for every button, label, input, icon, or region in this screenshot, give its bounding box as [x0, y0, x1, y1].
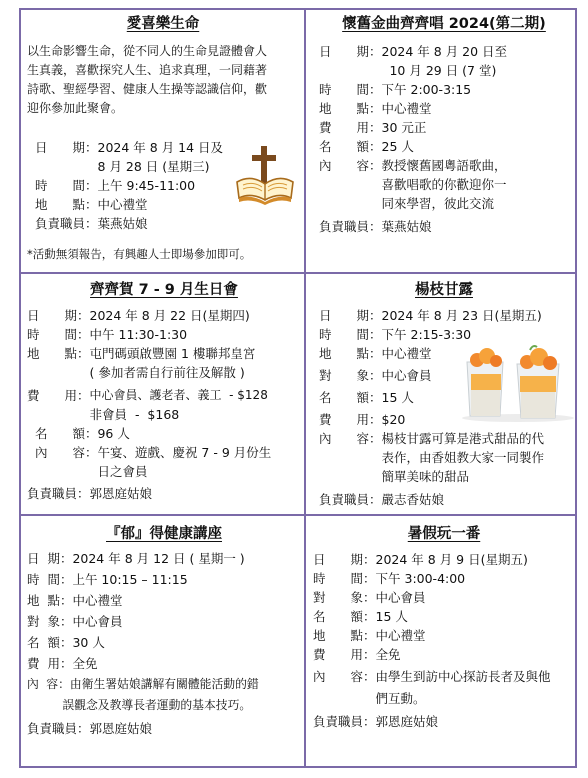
- block-title: 齊齊賀 7 - 9 月生日會: [90, 282, 238, 298]
- row-venue: [313, 626, 575, 645]
- row-label: 費 用：: [319, 412, 382, 427]
- row-staff: [27, 718, 301, 739]
- row-value: 表作，由香姐教大家一同製作: [381, 450, 545, 465]
- row-label: 地 點：: [35, 197, 98, 212]
- row-value: 2024 年 8 月 14 日及: [97, 140, 224, 155]
- row-label: 時 間：: [27, 327, 90, 342]
- row-content-cont: [319, 448, 575, 467]
- row-content: [319, 156, 575, 175]
- block-title: 楊枝甘露: [415, 282, 473, 298]
- row-date-cont: [319, 61, 575, 80]
- row-label: 內 容：: [27, 677, 70, 691]
- row-value: 中心會員: [381, 368, 432, 383]
- row-label: 內 容：: [27, 445, 98, 460]
- grid-divider-vertical: [304, 8, 306, 768]
- row-value: 2024 年 8 月 22 日(星期四): [89, 308, 250, 323]
- row-value: 葉燕姑娘: [381, 219, 432, 234]
- row-label: 內 容：: [319, 431, 382, 446]
- row-label: [319, 467, 382, 486]
- row-venue-note: [27, 363, 301, 382]
- row-staff: [319, 217, 575, 236]
- row-time: [27, 569, 301, 590]
- row-label: 時 間：: [313, 571, 376, 586]
- block-summer-fun: [313, 518, 575, 766]
- row-label: 負責職員：: [313, 714, 376, 729]
- row-value: 中心會員、護老者、義工 - $128: [89, 388, 268, 402]
- row-value: 中心禮堂: [375, 628, 426, 643]
- row-label: 費 用：: [319, 120, 382, 135]
- row-value: 中心禮堂: [381, 101, 432, 116]
- row-value: 下午 2:00-3:15: [381, 82, 472, 97]
- row-label: 日 期：: [313, 552, 376, 567]
- block-mango-dessert: [313, 276, 575, 512]
- block-title: 懷舊金曲齊齊唱 2024(第二期): [342, 16, 546, 32]
- row-value: 午宴、遊戲、慶祝 7 - 9 月份生: [97, 445, 272, 460]
- row-staff: [27, 484, 301, 503]
- row-time: [319, 80, 575, 99]
- bible-cross-icon: [233, 144, 297, 206]
- grid-divider-row1: [19, 272, 577, 274]
- row-value: 由學生到訪中心探訪長者及與他: [375, 669, 551, 684]
- row-value: 中午 11:30-1:30: [89, 327, 188, 342]
- row-value: 楊枝甘露可算是港式甜品的代: [381, 431, 545, 446]
- row-label: 費 用：: [27, 656, 73, 671]
- row-label: 時 間：: [319, 327, 382, 342]
- row-label: [27, 695, 62, 716]
- row-fee-cont: [27, 405, 301, 424]
- row-value: 中心會員: [375, 590, 426, 605]
- row-label: 日 期：: [35, 140, 98, 155]
- intro-line: 迎你參加此聚會。: [27, 101, 124, 115]
- row-target: [313, 588, 575, 607]
- row-content: [27, 674, 301, 695]
- row-value: 非會員 - $168: [89, 407, 180, 422]
- row-label: 時 間：: [319, 82, 382, 97]
- row-fee: [319, 118, 575, 137]
- row-label: 負責職員：: [319, 219, 382, 234]
- row-value: 嚴志香姑娘: [381, 492, 445, 507]
- row-label: 名 額：: [319, 390, 382, 405]
- row-value: 15 人: [381, 390, 414, 405]
- row-label: 時 間：: [27, 572, 73, 587]
- row-value: 中心禮堂: [97, 197, 148, 212]
- row-content-cont: [27, 462, 301, 481]
- row-value: 10 月 29 日 (7 堂): [381, 63, 497, 78]
- row-label: [35, 157, 98, 176]
- row-value: 96 人: [97, 426, 130, 441]
- row-label: 日 期：: [319, 44, 382, 59]
- block-title: 『郁』得健康講座: [106, 526, 222, 542]
- row-quota: [27, 424, 301, 443]
- intro-line: 以生命影響生命，從不同人的生命見證體會人: [27, 44, 268, 58]
- row-value: 15 人: [375, 609, 408, 624]
- row-label: 名 額：: [313, 609, 376, 624]
- row-value: 誤觀念及教導長者運動的基本技巧。: [62, 698, 252, 712]
- grid-divider-row2: [19, 514, 577, 516]
- row-label: [27, 462, 97, 481]
- row-label: 內 容：: [319, 158, 382, 173]
- row-target: [27, 611, 301, 632]
- row-date: [319, 42, 575, 61]
- row-value: 全免: [72, 656, 98, 671]
- row-value: 30 人: [72, 635, 105, 650]
- block-note: *活動無須報告，有興趣人士即場參加即可。: [27, 247, 252, 261]
- block-birthday-party: [27, 276, 301, 512]
- row-staff: [35, 214, 299, 233]
- row-value: 郭恩庭姑娘: [89, 486, 153, 501]
- row-label: 負責職員：: [35, 216, 98, 231]
- row-value: 下午 2:15-3:30: [381, 327, 472, 342]
- row-date: [27, 306, 301, 325]
- row-value: 中心禮堂: [72, 593, 123, 608]
- row-value: 2024 年 8 月 23 日(星期五): [381, 308, 542, 323]
- row-value: ( 參加者需自行前往及解散 ): [89, 365, 245, 380]
- row-value: 2024 年 8 月 12 日 ( 星期一 ): [72, 551, 245, 566]
- row-value: 郭恩庭姑娘: [89, 721, 153, 736]
- row-label: 地 點：: [319, 346, 382, 361]
- row-time: [27, 325, 301, 344]
- row-time: [313, 569, 575, 588]
- row-label: 名 額：: [27, 635, 73, 650]
- row-label: 內 容：: [313, 669, 376, 684]
- row-date: [319, 306, 575, 325]
- row-fee: [27, 653, 301, 674]
- block-health-talk: [27, 518, 301, 766]
- row-label: [27, 363, 90, 382]
- row-date: [27, 548, 301, 569]
- row-value: 們互動。: [375, 691, 426, 706]
- row-label: 費 用：: [313, 647, 376, 662]
- row-value: 上午 10:15 – 11:15: [72, 572, 188, 587]
- row-label: [319, 61, 382, 80]
- row-label: 負責職員：: [27, 721, 90, 736]
- row-venue: [27, 344, 301, 363]
- row-value: 屯門碼頭啟豐園 1 樓聯邦皇宮: [89, 346, 256, 361]
- row-label: 地 點：: [27, 346, 90, 361]
- row-fee: [27, 386, 301, 405]
- row-label: 時 間：: [35, 178, 98, 193]
- row-value: 教授懷舊國粵語歌曲，: [381, 158, 507, 173]
- row-venue: [27, 590, 301, 611]
- row-value: 中心會員: [72, 614, 123, 629]
- row-label: 名 額：: [319, 139, 382, 154]
- row-value: 25 人: [381, 139, 414, 154]
- row-content-cont: [319, 194, 575, 213]
- row-staff: [319, 490, 575, 509]
- row-value: 全免: [375, 647, 401, 662]
- row-value: 下午 3:00-4:00: [375, 571, 466, 586]
- row-content: [319, 429, 575, 448]
- row-label: [319, 175, 382, 194]
- row-value: 上午 9:45-11:00: [97, 178, 196, 193]
- row-value: 30 元正: [381, 120, 427, 135]
- row-content: [313, 667, 575, 686]
- row-label: [27, 405, 90, 424]
- row-fee: [313, 645, 575, 664]
- row-value: 8 月 28 日 (星期三): [97, 159, 210, 174]
- row-value: 同來學習，彼此交流: [381, 196, 495, 211]
- row-label: 對 象：: [27, 614, 73, 629]
- row-label: 負責職員：: [27, 486, 90, 501]
- block-intro: [27, 42, 299, 118]
- row-value: 簡單美味的甜品: [381, 469, 470, 484]
- row-label: 對 象：: [313, 590, 376, 605]
- row-label: 負責職員：: [319, 492, 382, 507]
- row-value: 由衛生署姑娘講解有關體能活動的錯: [69, 677, 259, 691]
- row-content-cont: [27, 695, 301, 716]
- row-value: 中心禮堂: [381, 346, 432, 361]
- row-venue: [319, 99, 575, 118]
- row-quota: [27, 632, 301, 653]
- row-label: [313, 689, 376, 708]
- row-content: [27, 443, 301, 462]
- row-value: $20: [381, 412, 406, 427]
- row-value: 2024 年 8 月 20 日至: [381, 44, 508, 59]
- row-label: 地 點：: [319, 101, 382, 116]
- row-label: 地 點：: [27, 593, 73, 608]
- row-label: 費 用：: [27, 388, 90, 403]
- row-label: 名 額：: [27, 426, 98, 441]
- row-date: [313, 550, 575, 569]
- row-quota: [313, 607, 575, 626]
- row-label: [319, 448, 382, 467]
- row-label: 日 期：: [27, 308, 90, 323]
- block-oldies-singing: [313, 10, 575, 270]
- row-value: 喜歡唱歌的你歡迎你一: [381, 177, 507, 192]
- row-label: 地 點：: [313, 628, 376, 643]
- mango-dessert-image: [459, 334, 577, 422]
- intro-line: 詩歌、聖經學習、健康人生操等認識信仰，歡: [27, 82, 268, 96]
- row-value: 郭恩庭姑娘: [375, 714, 439, 729]
- row-content-cont: [313, 689, 575, 708]
- row-label: [319, 194, 382, 213]
- intro-line: 生真義，喜歡探究人生、追求真理，一同藉著: [27, 63, 268, 77]
- block-title: 暑假玩一番: [407, 526, 481, 542]
- block-love-joy-life: [27, 10, 299, 270]
- block-title: 愛喜樂生命: [126, 16, 200, 32]
- row-quota: [319, 137, 575, 156]
- row-value: 日之會員: [97, 464, 148, 479]
- row-staff: [313, 712, 575, 731]
- row-value: 2024 年 8 月 9 日(星期五): [375, 552, 528, 567]
- row-label: 日 期：: [319, 308, 382, 323]
- row-content-cont: [319, 467, 575, 486]
- row-content-cont: [319, 175, 575, 194]
- row-label: 對 象：: [319, 368, 382, 383]
- row-label: 日 期：: [27, 551, 73, 566]
- row-value: 葉燕姑娘: [97, 216, 148, 231]
